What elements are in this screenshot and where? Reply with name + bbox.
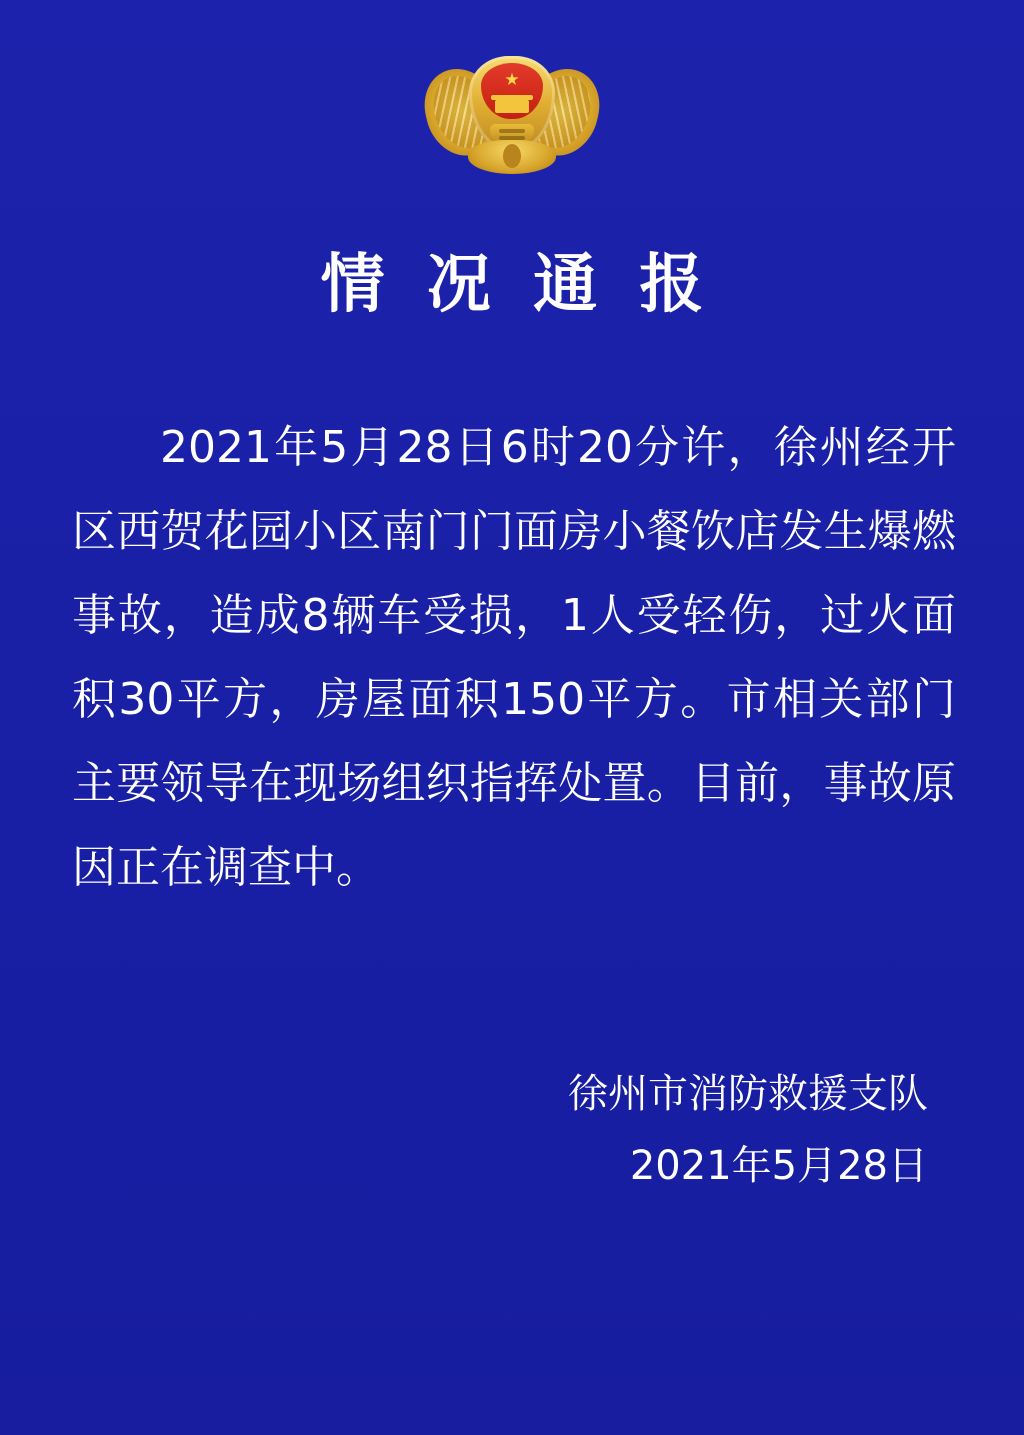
signature-date: 2021年5月28日 bbox=[629, 1143, 928, 1189]
signature-organization: 徐州市消防救援支队 bbox=[568, 1071, 928, 1117]
emblem-shield-face-icon bbox=[481, 63, 543, 119]
police-emblem-icon bbox=[426, 38, 598, 178]
emblem-star-icon: ★ bbox=[504, 70, 520, 90]
page-title: 情 况 通 报 bbox=[320, 246, 714, 322]
announcement-body: 2021年5月28日6时20分许，徐州经开区西贺花园小区南门门面房小餐饮店发生爆燃事故，造成8辆车受损，1人受轻伤，过火面积30平方，房屋面积150平方。市相关部门主要领导在现场组织指挥处置。目前，事故原因正在调查中。 bbox=[72, 422, 956, 893]
signature-block bbox=[568, 1058, 928, 1202]
emblem-gate-icon bbox=[495, 100, 529, 113]
emblem-knot-icon bbox=[468, 140, 556, 174]
emblem-container bbox=[0, 38, 1024, 178]
